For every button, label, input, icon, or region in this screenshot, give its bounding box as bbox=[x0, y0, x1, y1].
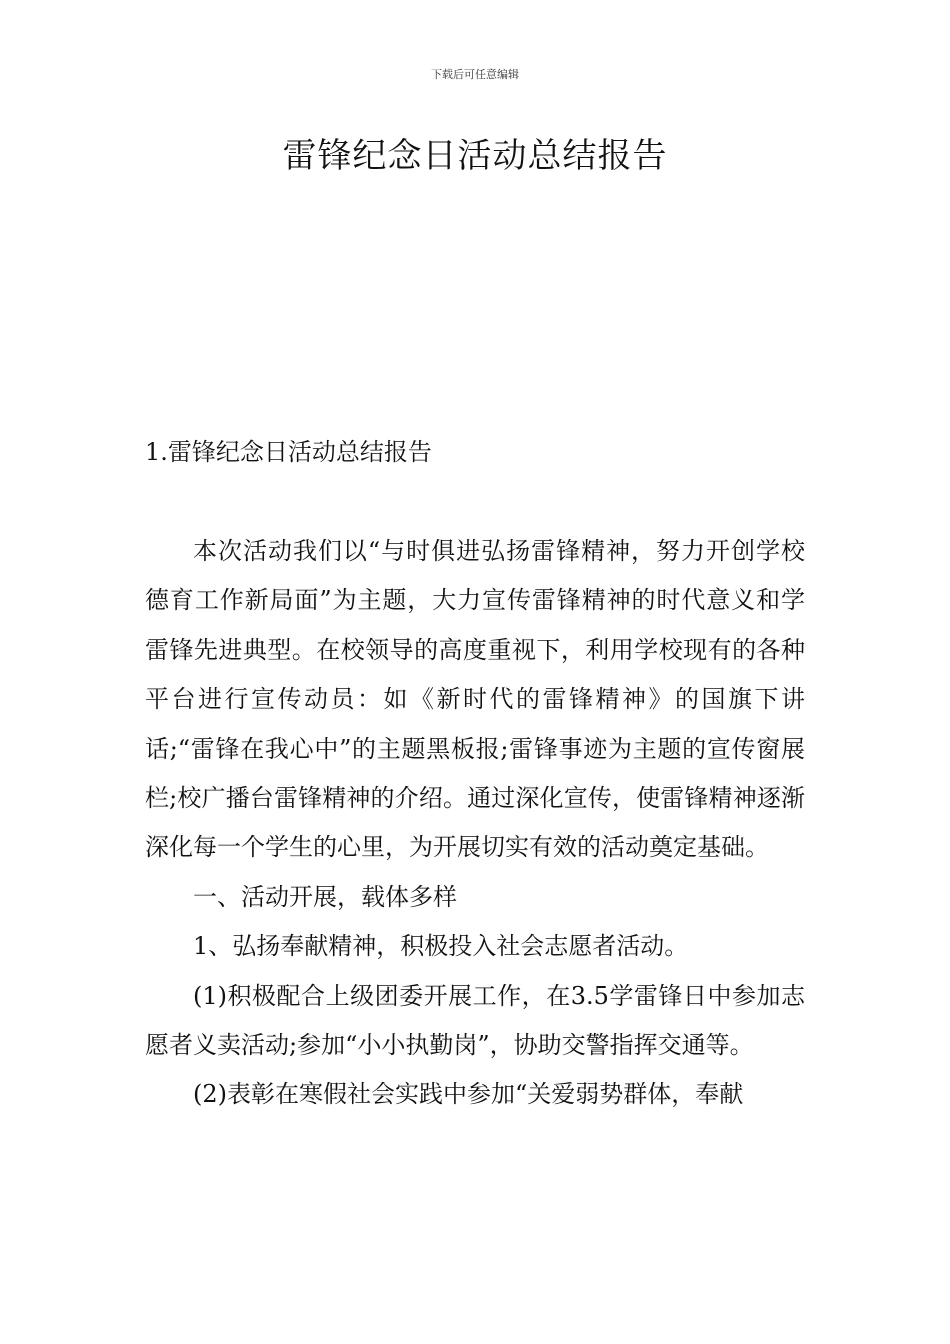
paragraph-section-title: 一、活动开展，载体多样 bbox=[193, 882, 457, 911]
document-title: 雷锋纪念日活动总结报告 bbox=[282, 136, 668, 176]
paragraph-item-1: 1、弘扬奉献精神，积极投入社会志愿者活动。 bbox=[193, 932, 689, 961]
paragraph-intro: 本次活动我们以“与时俱进弘扬雷锋精神，努力开创学校德育工作新局面”为主题，大力宣传雷锋精神的时代意义和学雷锋先进典型。在校领导的高度重视下，利用学校现有的各种平台进行宣传动员：如《新时代的雷锋精神》的国旗下讲话;“雷锋在我心中”的主题黑板报;雷锋事迹为主题的宣传窗展栏;校广播台雷锋精神的介绍。通过深化宣传，使雷锋精神逐渐深化每一个学生的心里，为开展切实有效的活动奠定基础。 bbox=[145, 537, 805, 862]
header-note: 下载后可任意编辑 bbox=[431, 68, 519, 81]
paragraph-subitem-1: (1)积极配合上级团委开展工作，在3.5学雷锋日中参加志愿者义卖活动;参加“小小执勤岗”，协助交警指挥交通等。 bbox=[145, 981, 805, 1060]
section-heading: 1.雷锋纪念日活动总结报告 bbox=[145, 438, 432, 466]
document-body bbox=[145, 527, 805, 1120]
paragraph-subitem-2: (2)表彰在寒假社会实践中参加“关爱弱势群体，奉献 bbox=[193, 1080, 744, 1109]
